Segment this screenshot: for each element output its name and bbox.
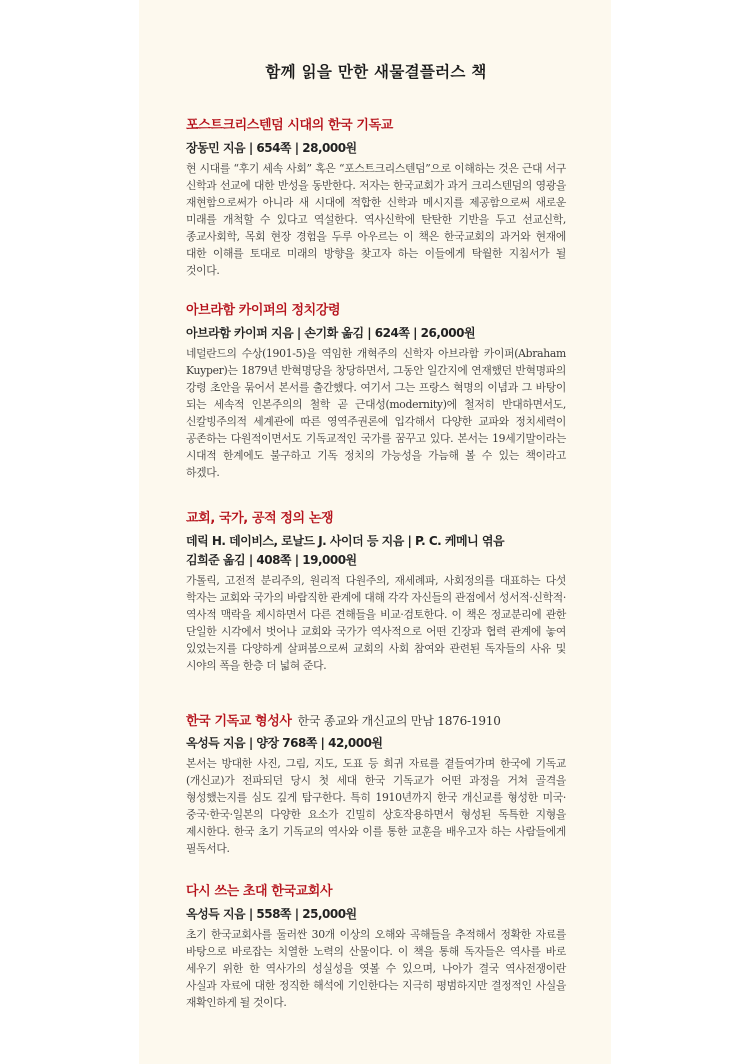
book-description: 가톨릭, 고전적 분리주의, 원리적 다원주의, 재세례파, 사회정의를 대표하는 다섯 학자는 교회와 국가의 바람직한 관계에 대해 각각 자신들의 관점에서 성서적·신학적·역사적 맥락을 제시하면서 다른 견해들을 비교·검토한다. 이 책은 정교분리에 관한 단일한 시각에서 벗어나 교회와 국가가 역사적으로 어떤 긴장과 협력 관계에 놓여 있었는지를 다양하게 살펴봄으로써 교회의 사회 참여와 관련된 독자들의 사유 및 시야의 폭을 한층 더 넓혀 준다.: [186, 574, 566, 672]
book-title: [186, 301, 566, 321]
book-description: 현 시대를 “후기 세속 사회” 혹은 “포스트크리스텐덤”으로 이해하는 것은 근대 서구 신학과 선교에 대한 반성을 동반한다. 저자는 한국교회가 과거 크리스텐덤의 영광을 재현함으로써가 아니라 새 시대에 적합한 신학과 메시지를 제공함으로써 새로운 미래를 개척할 수 있다고 역설한다. 역사신학에 탄탄한 기반을 두고 선교신학, 종교사회학, 목회 현장 경험을 두루 아우르는 이 책은 한국교회의 과거와 현재에 대한 이해를 토대로 미래의 방향을 찾고자 하는 이들에게 탁월한 지침서가 될 것이다.: [186, 162, 566, 277]
book-meta: 데릭 H. 데이비스, 로날드 J. 사이더 등 지음 | P. C. 케메니 엮음: [186, 534, 505, 548]
book-title: [186, 882, 566, 902]
book-title: [186, 711, 566, 731]
book-meta: 옥성득 지음 | 양장 768쪽 | 42,000원: [186, 736, 383, 750]
book-description: 네덜란드의 수상(1901-5)을 역임한 개혁주의 신학자 아브라함 카이퍼(Abraham Kuyper)는 1879년 반혁명당을 창당하면서, 그동안 일간지에 연재했던 반혁명파의 강령 초안을 묶어서 본서를 출간했다. 여기서 그는 프랑스 혁명의 이념과 그 바탕이 되는 세속적 인본주의의 철학 곧 근대성(modernity)에 철저히 반대하면서도, 신칼빙주의적 세계관에 따른 영역주권론에 입각해서 다양한 교파와 정치세력이 공존하는 다원적이면서도 기독교적인 국가를 꿈꾸고 있다. 본서는 19세기말이라는 시대적 한계에도 불구하고 기독 정치의 가능성을 가늠해 볼 수 있는 책이라고 하겠다.: [186, 347, 566, 479]
book-title: [186, 509, 566, 529]
book-meta: 아브라함 카이퍼 지음 | 손기화 옮김 | 624쪽 | 26,000원: [186, 326, 476, 340]
book-entry: [186, 509, 566, 674]
book-title-text: 포스트크리스텐덤 시대의 한국 기독교: [186, 118, 393, 133]
book-description: 초기 한국교회사를 둘러싼 30개 이상의 오해와 곡해들을 추적해서 정확한 자료를 바탕으로 바로잡는 치열한 노력의 산물이다. 이 책을 통해 독자들은 역사를 바로 세우기 위한 한 역사가의 성실성을 엿볼 수 있으며, 나아가 결국 역사전쟁이란 사실과 자료에 대한 정직한 해석에 기인한다는 지극히 평범하지만 결정적인 사실을 재확인하게 될 것이다.: [186, 928, 566, 1009]
book-title-text: 한국 기독교 형성사: [186, 714, 292, 729]
page-title: 함께 읽을 만한 새물결플러스 책: [265, 63, 487, 81]
book-description: 본서는 방대한 사진, 그림, 지도, 도표 등 희귀 자료를 곁들여가며 한국에 기독교(개신교)가 전파되던 당시 첫 세대 한국 기독교가 어떤 과정을 거쳐 골격을 형성했는지를 심도 깊게 탐구한다. 특히 1910년까지 한국 개신교를 형성한 미국·중국·한국·일본의 다양한 요소가 긴밀히 상호작용하면서 형성된 독특한 지형을 제시한다. 한국 초기 기독교의 역사와 이를 통한 교훈을 배우고자 하는 사람들에게 필독서다.: [186, 757, 566, 855]
book-entry: [186, 882, 566, 1011]
book-meta: 장동민 지음 | 654쪽 | 28,000원: [186, 141, 357, 155]
book-entry: [186, 301, 566, 481]
book-title-text: 교회, 국가, 공적 정의 논쟁: [186, 511, 334, 526]
book-title-text: 아브라함 카이퍼의 정치강령: [186, 303, 341, 318]
book-title: [186, 116, 566, 136]
book-entry: [186, 711, 566, 857]
book-entry: [186, 116, 566, 279]
book-meta: 옥성득 지음 | 558쪽 | 25,000원: [186, 907, 357, 921]
book-title-text: 다시 쓰는 초대 한국교회사: [186, 884, 333, 899]
book-subtitle: 한국 종교와 개신교의 만남 1876-1910: [297, 714, 501, 728]
book-meta: 김희준 옮김 | 408쪽 | 19,000원: [186, 553, 357, 567]
